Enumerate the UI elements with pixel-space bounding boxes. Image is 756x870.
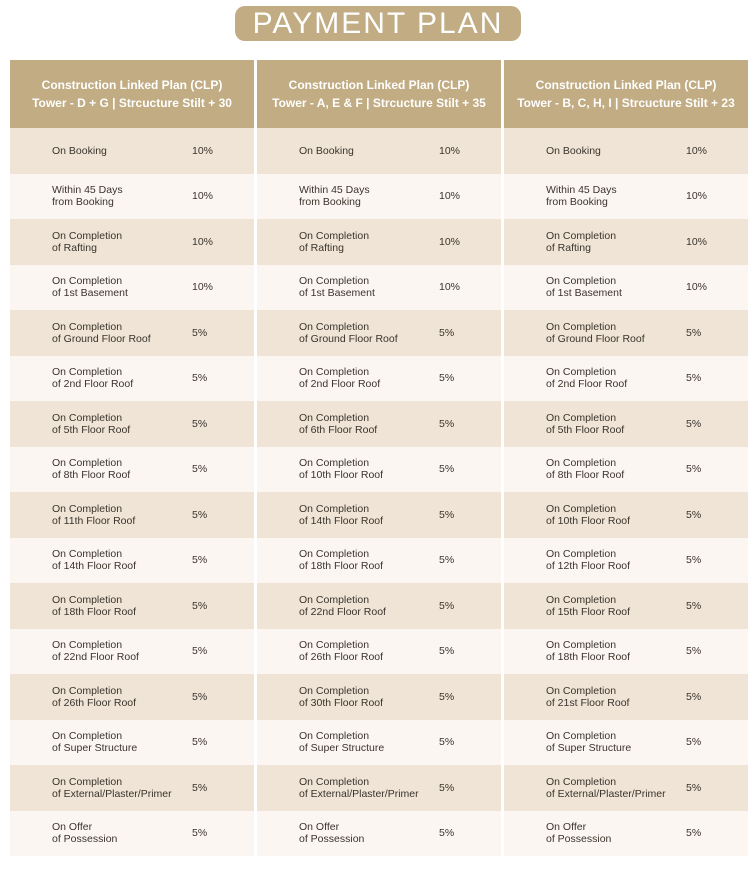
payment-percentage: 5% (439, 645, 455, 658)
table-row (10, 401, 254, 447)
milestone-label (10, 821, 192, 845)
milestone-text: of 1st Basement (546, 287, 622, 300)
table-row (257, 128, 501, 174)
milestone-label (257, 230, 439, 254)
milestone-label (257, 184, 439, 208)
table-row (504, 310, 748, 356)
milestone-text: of 1st Basement (299, 287, 375, 300)
payment-percentage: 5% (192, 372, 208, 385)
milestone-text: of Possession (546, 833, 612, 846)
column-header (257, 60, 501, 128)
payment-percentage: 10% (686, 281, 708, 294)
table-row (504, 674, 748, 720)
milestone-text: of 26th Floor Roof (299, 651, 384, 664)
milestone-text: of Ground Floor Roof (52, 332, 151, 345)
table-row (10, 447, 254, 493)
milestone-text: On Completion (52, 593, 123, 606)
milestone-text: of 15th Floor Roof (546, 605, 631, 618)
milestone-text: On Completion (299, 684, 370, 697)
table-row (504, 401, 748, 447)
milestone-text: of 18th Floor Roof (299, 560, 384, 573)
milestone-label (504, 821, 686, 845)
payment-percentage: 5% (192, 599, 208, 612)
milestone-label (257, 639, 439, 663)
milestone-label (257, 503, 439, 527)
milestone-text: of 12th Floor Roof (546, 560, 631, 573)
table-row (257, 265, 501, 311)
table-row (504, 356, 748, 402)
table-row (257, 538, 501, 584)
column-header (504, 60, 748, 128)
payment-percentage: 10% (439, 235, 461, 248)
table-row (504, 720, 748, 766)
milestone-text: On Completion (546, 775, 617, 788)
milestone-text: On Completion (546, 275, 617, 288)
table-row (10, 674, 254, 720)
milestone-label (504, 145, 686, 157)
table-row (257, 219, 501, 265)
milestone-label (10, 230, 192, 254)
table-row (257, 310, 501, 356)
milestone-text: On Completion (546, 411, 617, 424)
milestone-text: from Booking (299, 196, 361, 209)
milestone-text: of 1st Basement (52, 287, 128, 300)
payment-percentage: 5% (686, 508, 702, 521)
milestone-text: of Super Structure (546, 742, 632, 755)
milestone-text: from Booking (546, 196, 608, 209)
milestone-text: of Possession (52, 833, 118, 846)
milestone-label (504, 366, 686, 390)
table-row (10, 811, 254, 857)
milestone-text: of 30th Floor Roof (299, 696, 384, 709)
table-row (10, 720, 254, 766)
table-row (257, 447, 501, 493)
payment-percentage: 5% (686, 599, 702, 612)
milestone-text: of 18th Floor Roof (546, 651, 631, 664)
payment-plan-table (10, 60, 748, 856)
payment-percentage: 5% (439, 827, 455, 840)
table-row (10, 538, 254, 584)
column-header-line: Construction Linked Plan (CLP) (41, 78, 223, 92)
table-row (504, 174, 748, 220)
milestone-text: On Completion (546, 548, 617, 561)
milestone-text: of 2nd Floor Roof (546, 378, 628, 391)
milestone-text: On Completion (299, 730, 370, 743)
milestone-text: of 22nd Floor Roof (52, 651, 139, 664)
table-row (10, 128, 254, 174)
table-row (504, 265, 748, 311)
milestone-text: Within 45 Days (52, 184, 123, 197)
table-row (10, 219, 254, 265)
column-header-line: Tower - A, E & F | Strcucture Stilt + 35 (272, 96, 486, 110)
milestone-label (10, 412, 192, 436)
table-row (10, 356, 254, 402)
milestone-text: On Completion (299, 275, 370, 288)
payment-percentage: 5% (192, 827, 208, 840)
table-row (10, 765, 254, 811)
table-row (504, 447, 748, 493)
milestone-text: On Completion (52, 502, 123, 515)
milestone-text: of 8th Floor Roof (52, 469, 131, 482)
milestone-label (10, 776, 192, 800)
milestone-text: On Offer (52, 821, 93, 834)
milestone-label (504, 275, 686, 299)
column-header-line: Construction Linked Plan (CLP) (288, 78, 470, 92)
milestone-text: of Possession (299, 833, 365, 846)
milestone-text: On Completion (546, 320, 617, 333)
milestone-label (504, 503, 686, 527)
column-header-line: Tower - D + G | Strcucture Stilt + 30 (32, 96, 232, 110)
payment-percentage: 10% (439, 144, 461, 157)
payment-percentage: 5% (686, 372, 702, 385)
payment-percentage: 5% (192, 508, 208, 521)
milestone-label (10, 685, 192, 709)
milestone-text: of 26th Floor Roof (52, 696, 137, 709)
milestone-text: On Completion (299, 639, 370, 652)
milestone-text: On Completion (52, 639, 123, 652)
payment-percentage: 5% (439, 781, 455, 794)
milestone-text: On Completion (546, 639, 617, 652)
plan-column (504, 60, 748, 856)
payment-percentage: 5% (439, 599, 455, 612)
column-header (10, 60, 254, 128)
milestone-label (10, 321, 192, 345)
payment-percentage: 10% (192, 190, 214, 203)
payment-percentage: 5% (439, 736, 455, 749)
payment-percentage: 10% (439, 190, 461, 203)
payment-percentage: 5% (192, 554, 208, 567)
milestone-text: On Completion (52, 457, 123, 470)
milestone-text: On Completion (52, 775, 123, 788)
milestone-text: On Completion (299, 366, 370, 379)
milestone-label (10, 275, 192, 299)
milestone-text: of Rafting (299, 241, 344, 254)
milestone-label (10, 457, 192, 481)
payment-percentage: 5% (192, 463, 208, 476)
payment-percentage: 5% (686, 645, 702, 658)
payment-percentage: 5% (192, 645, 208, 658)
milestone-text: of Super Structure (299, 742, 385, 755)
milestone-text: On Booking (52, 144, 107, 157)
milestone-text: of 10th Floor Roof (546, 514, 631, 527)
milestone-text: of 11th Floor Roof (52, 514, 136, 527)
milestone-text: On Completion (299, 548, 370, 561)
payment-percentage: 5% (686, 827, 702, 840)
table-row (10, 492, 254, 538)
milestone-text: of External/Plaster/Primer (52, 787, 172, 800)
payment-percentage: 5% (439, 690, 455, 703)
milestone-label (504, 321, 686, 345)
table-row (257, 720, 501, 766)
column-header-line: Tower - B, C, H, I | Strcucture Stilt + 23 (517, 96, 735, 110)
payment-percentage: 5% (439, 463, 455, 476)
table-row (257, 811, 501, 857)
milestone-text: of Rafting (546, 241, 591, 254)
milestone-label (10, 548, 192, 572)
table-row (10, 583, 254, 629)
plan-column (10, 60, 254, 856)
payment-percentage: 5% (686, 326, 702, 339)
table-row (504, 811, 748, 857)
milestone-label (504, 412, 686, 436)
milestone-label (257, 685, 439, 709)
milestone-label (504, 184, 686, 208)
milestone-label (257, 548, 439, 572)
milestone-label (504, 730, 686, 754)
milestone-label (10, 594, 192, 618)
milestone-text: of 22nd Floor Roof (299, 605, 386, 618)
table-row (257, 401, 501, 447)
milestone-text: of 5th Floor Roof (546, 423, 625, 436)
table-row (504, 583, 748, 629)
payment-percentage: 10% (686, 235, 708, 248)
payment-percentage: 10% (686, 144, 708, 157)
payment-percentage: 5% (192, 736, 208, 749)
milestone-text: of Rafting (52, 241, 97, 254)
payment-percentage: 5% (439, 508, 455, 521)
title-banner (0, 6, 756, 41)
milestone-label (10, 639, 192, 663)
milestone-text: of 2nd Floor Roof (52, 378, 134, 391)
table-row (10, 265, 254, 311)
milestone-text: On Completion (546, 593, 617, 606)
milestone-text: Within 45 Days (299, 184, 370, 197)
payment-percentage: 10% (439, 281, 461, 294)
milestone-text: On Completion (299, 593, 370, 606)
table-row (504, 492, 748, 538)
milestone-text: of Super Structure (52, 742, 138, 755)
table-row (257, 356, 501, 402)
milestone-text: of 8th Floor Roof (546, 469, 625, 482)
milestone-label (504, 230, 686, 254)
table-row (257, 629, 501, 675)
milestone-label (10, 730, 192, 754)
milestone-text: On Completion (546, 366, 617, 379)
milestone-text: of 21st Floor Roof (546, 696, 630, 709)
payment-percentage: 10% (192, 235, 214, 248)
milestone-text: Within 45 Days (546, 184, 617, 197)
milestone-label (257, 412, 439, 436)
milestone-label (257, 145, 439, 157)
table-row (504, 128, 748, 174)
milestone-text: On Offer (546, 821, 587, 834)
milestone-label (504, 776, 686, 800)
table-row (10, 629, 254, 675)
milestone-text: of 6th Floor Roof (299, 423, 378, 436)
milestone-text: of External/Plaster/Primer (546, 787, 666, 800)
milestone-text: of 14th Floor Roof (52, 560, 137, 573)
table-row (504, 765, 748, 811)
milestone-label (10, 184, 192, 208)
table-row (257, 492, 501, 538)
milestone-label (10, 366, 192, 390)
milestone-label (257, 776, 439, 800)
milestone-text: of 14th Floor Roof (299, 514, 384, 527)
milestone-text: On Completion (546, 684, 617, 697)
table-row (257, 765, 501, 811)
milestone-text: from Booking (52, 196, 114, 209)
milestone-text: On Completion (52, 275, 123, 288)
payment-percentage: 5% (192, 326, 208, 339)
payment-percentage: 5% (686, 554, 702, 567)
table-row (257, 583, 501, 629)
milestone-text: On Completion (546, 730, 617, 743)
payment-percentage: 5% (439, 326, 455, 339)
milestone-text: of Ground Floor Roof (299, 332, 398, 345)
milestone-label (257, 366, 439, 390)
milestone-text: On Booking (299, 144, 354, 157)
milestone-text: On Completion (299, 775, 370, 788)
milestone-label (257, 594, 439, 618)
milestone-text: On Completion (52, 730, 123, 743)
table-row (504, 219, 748, 265)
milestone-label (504, 457, 686, 481)
payment-percentage: 10% (192, 144, 214, 157)
milestone-text: of 5th Floor Roof (52, 423, 131, 436)
milestone-label (10, 503, 192, 527)
milestone-text: of 10th Floor Roof (299, 469, 384, 482)
table-row (504, 538, 748, 584)
milestone-text: On Completion (299, 502, 370, 515)
milestone-label (504, 548, 686, 572)
milestone-label (504, 639, 686, 663)
payment-percentage: 10% (686, 190, 708, 203)
milestone-text: On Booking (546, 144, 601, 157)
milestone-text: On Completion (52, 366, 123, 379)
table-row (10, 310, 254, 356)
milestone-label (257, 821, 439, 845)
milestone-text: On Completion (299, 457, 370, 470)
payment-percentage: 5% (686, 417, 702, 430)
payment-percentage: 5% (192, 781, 208, 794)
table-row (257, 674, 501, 720)
payment-percentage: 5% (686, 781, 702, 794)
milestone-label (257, 457, 439, 481)
milestone-label (10, 145, 192, 157)
milestone-text: On Completion (52, 548, 123, 561)
page-title: PAYMENT PLAN (235, 6, 522, 41)
milestone-label (504, 594, 686, 618)
milestone-text: On Completion (299, 320, 370, 333)
milestone-text: of 18th Floor Roof (52, 605, 137, 618)
plan-column (257, 60, 501, 856)
milestone-text: On Completion (299, 411, 370, 424)
payment-percentage: 5% (192, 690, 208, 703)
milestone-text: of Ground Floor Roof (546, 332, 645, 345)
milestone-text: On Completion (52, 411, 123, 424)
table-row (257, 174, 501, 220)
milestone-text: On Completion (52, 320, 123, 333)
payment-percentage: 5% (192, 417, 208, 430)
table-row (10, 174, 254, 220)
payment-percentage: 5% (439, 554, 455, 567)
column-header-line: Construction Linked Plan (CLP) (535, 78, 717, 92)
milestone-text: On Completion (52, 229, 123, 242)
milestone-label (257, 730, 439, 754)
milestone-text: of 2nd Floor Roof (299, 378, 381, 391)
milestone-text: On Offer (299, 821, 340, 834)
payment-percentage: 5% (439, 417, 455, 430)
milestone-text: On Completion (546, 229, 617, 242)
payment-percentage: 5% (686, 463, 702, 476)
milestone-text: On Completion (52, 684, 123, 697)
milestone-text: On Completion (546, 502, 617, 515)
payment-percentage: 5% (686, 690, 702, 703)
milestone-label (504, 685, 686, 709)
milestone-label (257, 275, 439, 299)
table-row (504, 629, 748, 675)
milestone-text: of External/Plaster/Primer (299, 787, 419, 800)
payment-percentage: 5% (439, 372, 455, 385)
payment-percentage: 5% (686, 736, 702, 749)
milestone-text: On Completion (299, 229, 370, 242)
milestone-text: On Completion (546, 457, 617, 470)
payment-percentage: 10% (192, 281, 214, 294)
milestone-label (257, 321, 439, 345)
